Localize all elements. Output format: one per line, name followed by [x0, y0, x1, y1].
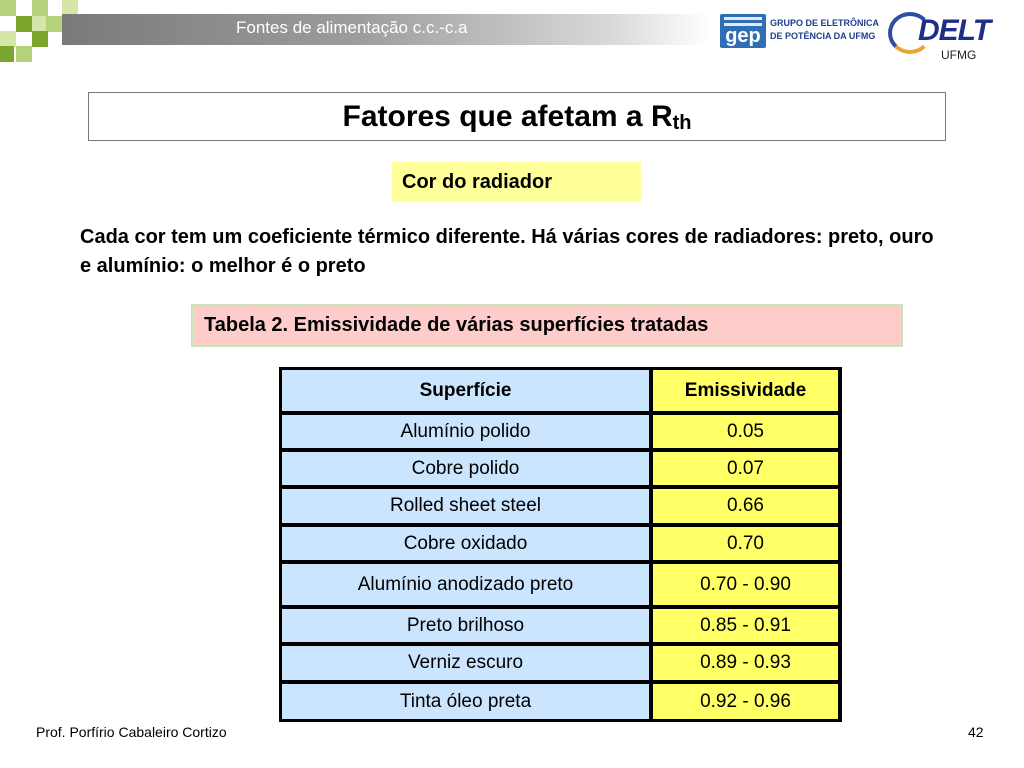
- table-cell-emissivity: 0.70: [653, 527, 838, 560]
- table-header-emissivity: Emissividade: [653, 370, 838, 411]
- delt-logo: DELT: [918, 14, 991, 47]
- gep-logo: gep: [720, 14, 766, 48]
- table-cell-surface: Preto brilhoso: [282, 609, 649, 642]
- table-cell-surface: Rolled sheet steel: [282, 489, 649, 523]
- footer-author: Prof. Porfírio Cabaleiro Cortizo: [36, 724, 227, 740]
- table-cell-surface: Cobre polido: [282, 452, 649, 485]
- subtitle-box: Cor do radiador: [392, 162, 641, 202]
- table-header-surface: Superfície: [282, 370, 649, 411]
- table-cell-surface: Tinta óleo preta: [282, 684, 649, 719]
- slide-title: [88, 92, 946, 141]
- table-cell-emissivity: 0.07: [653, 452, 838, 485]
- table-cell-emissivity: 0.05: [653, 415, 838, 448]
- table-caption: Tabela 2. Emissividade de várias superfícies tratadas: [191, 304, 903, 347]
- emissivity-table: [279, 367, 842, 722]
- page-number: 42: [968, 724, 984, 740]
- slide-title-subscript: th: [672, 112, 692, 134]
- table-cell-emissivity: 0.92 - 0.96: [653, 684, 838, 719]
- header-title: Fontes de alimentação c.c.-c.a: [236, 18, 468, 37]
- table-cell-surface: Alumínio polido: [282, 415, 649, 448]
- table-cell-surface: Verniz escuro: [282, 646, 649, 680]
- table-cell-emissivity: 0.85 - 0.91: [653, 609, 838, 642]
- gep-group-name: GRUPO DE ELETRÔNICA DE POTÊNCIA DA UFMG: [770, 18, 880, 41]
- slide-title-main: Fatores que afetam a R: [342, 99, 673, 133]
- table-cell-emissivity: 0.89 - 0.93: [653, 646, 838, 680]
- table-cell-emissivity: 0.70 - 0.90: [653, 564, 838, 605]
- table-cell-surface: Alumínio anodizado preto: [282, 564, 649, 605]
- ufmg-logo: UFMG: [941, 48, 977, 62]
- table-cell-emissivity: 0.66: [653, 489, 838, 523]
- table-cell-surface: Cobre oxidado: [282, 527, 649, 560]
- body-paragraph: Cada cor tem um coeficiente térmico diferente. Há várias cores de radiadores: preto, ouro e alumínio: o melhor é o preto: [80, 226, 934, 277]
